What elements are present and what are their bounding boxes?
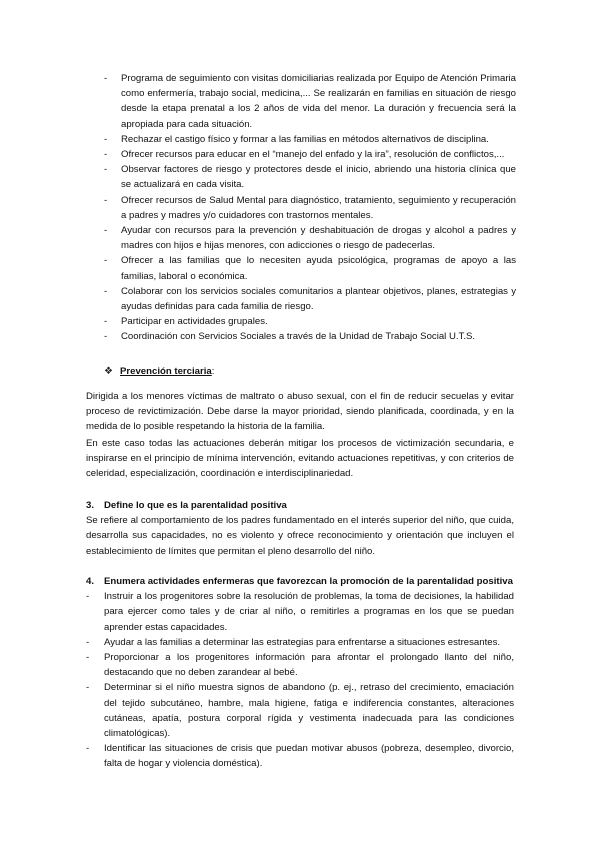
list-item-text: Identificar las situaciones de crisis que puedan motivar abusos (pobreza, desempleo, divorcio, falta de hogar y violencia doméstica). [104, 743, 514, 770]
section-title: Enumera actividades enfermeras que favorezcan la promoción de la parentalidad positiva [104, 576, 513, 587]
list-item-text: Participar en actividades grupales. [121, 316, 268, 328]
dash-bullet: - [104, 225, 108, 237]
list-item [100, 329, 516, 344]
list-item-text: Determinar si el niño muestra signos de abandono (p. ej., retraso del crecimiento, emaciación del tejido subcutáneo, hambre, mala higiene, fatiga e indiferencia constantes, alteraciones cutáneas, apatía, postura corporal rígida y vestimenta inadecuada para las condiciones climatológicas). [104, 682, 514, 740]
list-item [100, 314, 516, 329]
list-item-text: Ofrecer a las familias que lo necesiten ayuda psicológica, programas de apoyo a las familias, laboral o económica. [121, 255, 516, 282]
dash-bullet: - [86, 652, 90, 664]
list-item-text: Instruir a los progenitores sobre la resolución de problemas, la toma de decisiones, la habilidad para ejercer como tales y de criar al niño, o remitirles a programas en los que se puedan aprender estas capacidades. [104, 591, 514, 633]
list-item-text: Ofrecer recursos de Salud Mental para diagnóstico, tratamiento, seguimiento y recuperación a padres y madres y/o cuidadores con trastornos mentales. [121, 194, 516, 221]
section-4 [86, 574, 514, 772]
list-item-text: Ayudar con recursos para la prevención y deshabituación de drogas y alcohol a padres y madres con hijos e hijas menores, con adicciones o riesgo de padecerlas. [121, 225, 516, 252]
dash-bullet: - [86, 682, 90, 694]
section-number: 4. [86, 576, 95, 587]
section-number: 3. [86, 500, 95, 511]
dash-bullet: - [104, 316, 108, 328]
prevention-tertiary-heading [104, 364, 404, 379]
list-item-text: Coordinación con Servicios Sociales a través de la Unidad de Trabajo Social U.T.S. [121, 331, 476, 343]
section-heading [86, 574, 514, 589]
section-heading [86, 498, 514, 513]
list-item [86, 741, 514, 771]
list-item-text: Colaborar con los servicios sociales comunitarios a plantear objetivos, planes, estrategias y ayudas definidas para cada familia de riesgo. [121, 285, 516, 313]
list-item [86, 589, 514, 635]
dash-bullet: - [86, 636, 90, 648]
diamond-bullet-icon: ❖ [104, 366, 113, 377]
list-item [100, 71, 516, 132]
dash-bullet: - [86, 743, 90, 755]
list-item [86, 635, 514, 650]
list-item-text: Ayudar a las familias a determinar las estrategias para enfrentarse a situaciones estresantes. [104, 636, 501, 648]
paragraph: Dirigida a los menores víctimas de maltrato o abuso sexual, con el fin de reducir secuelas y evitar proceso de revictimización. Debe darse la mayor prioridad, siendo planificada, coordinada, y en la medida de lo posible respetando la historia de la familia. [86, 391, 514, 433]
nursing-activities-list [86, 589, 514, 771]
list-item [100, 132, 516, 147]
list-item-text: Observar factores de riesgo y protectores desde el inicio, abriendo una historia clínica que se actualizará en cada visita. [121, 164, 516, 191]
dash-bullet: - [86, 591, 90, 603]
prevention-actions-list [100, 71, 516, 345]
dash-bullet: - [104, 164, 108, 176]
dash-bullet: - [104, 133, 108, 145]
dash-bullet: - [104, 255, 108, 267]
list-item [100, 147, 516, 162]
dash-bullet: - [104, 73, 108, 84]
list-item [100, 223, 516, 253]
section-title: Define lo que es la parentalidad positiva [104, 500, 287, 511]
list-item-text: Programa de seguimiento con visitas domiciliarias realizada por Equipo de Atención Primaria como enfermería, trabajo social, medicina,... Se realizarán en familias en situación de riesgo desde la etapa prenatal a los 2 años de vida del menor. La duración y frecuencia será la apropiada para cada situación. [121, 73, 516, 130]
heading-colon: : [211, 366, 215, 377]
heading-text: Prevención terciaria [120, 366, 212, 377]
list-item [86, 680, 514, 741]
section-3 [86, 498, 514, 559]
dash-bullet: - [104, 331, 108, 343]
list-item [100, 162, 516, 192]
list-item-text: Rechazar el castigo físico y formar a las familias en métodos alternativos de disciplina. [121, 133, 489, 145]
section-text: Se refiere al comportamiento de los padres fundamentado en el interés superior del niño, que cuida, desarrolla sus capacidades, no es violento y ofrece reconocimiento y orientación que incluyen el establecimiento de límites que permitan el pleno desarrollo del niño. [86, 515, 514, 557]
list-item-text: Ofrecer recursos para educar en el “manejo del enfado y la ira”, resolución de conflictos,... [121, 149, 505, 161]
paragraph: En este caso todas las actuaciones deberán mitigar los procesos de victimización secundaria, e inspirarse en el principio de mínima intervención, evitando actuaciones repetitivas, y con criterios de celeridad, especialización, coordinación e interdisciplinariedad. [86, 438, 514, 480]
list-item-text: Proporcionar a los progenitores información para afrontar el prolongado llanto del niño, destacando que no deben zarandear al bebé. [104, 652, 514, 679]
list-item [100, 193, 516, 223]
dash-bullet: - [104, 194, 108, 206]
list-item [100, 284, 516, 314]
list-item [100, 253, 516, 283]
dash-bullet: - [104, 149, 108, 161]
dash-bullet: - [104, 285, 108, 297]
list-item [86, 650, 514, 680]
